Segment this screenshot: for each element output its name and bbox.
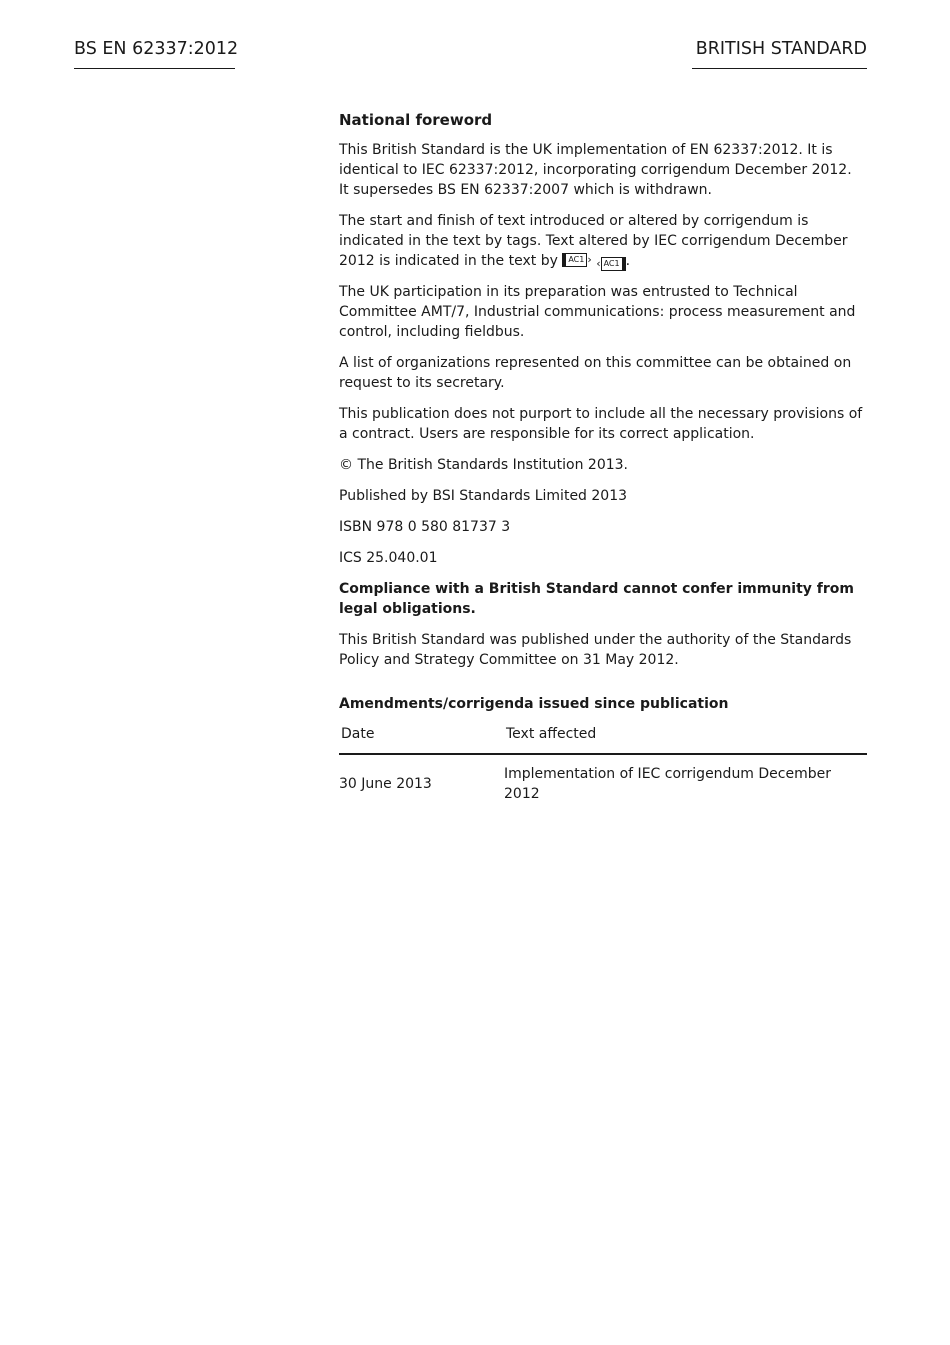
foreword-para-implementation [339, 140, 869, 200]
supersedes-text: It supersedes BS EN 62337:2007 which is withdrawn. [339, 182, 713, 198]
national-foreword [339, 110, 869, 804]
amendments-col-date: Date [339, 722, 504, 754]
implementation-text: This British Standard is the UK implementation of EN 62337:2012. It is identical to IEC 62337:2012, incorporating corrigendum December 2012. [339, 142, 852, 178]
amendment-date: 30 June 2013 [339, 776, 432, 792]
copyright-line: © The British Standards Institution 2013. [339, 457, 629, 473]
compliance-statement: Compliance with a British Standard cannot confer immunity from legal obligations. [339, 581, 854, 617]
amendments-header-row [339, 722, 867, 754]
foreword-para-organizations: A list of organizations represented on this committee can be obtained on request to its secretary. [339, 355, 852, 391]
table-row [339, 754, 867, 804]
tags-text: The start and finish of text introduced or altered by corrigendum is indicated in the text by tags. Text altered by IEC corrigendum December 2012 is indicated in the text by [339, 213, 848, 269]
header-document-id: BS EN 62337:2012 [74, 36, 235, 69]
corrigendum-start-label: AC1 [565, 253, 587, 267]
ics-line: ICS 25.040.01 [339, 550, 438, 566]
amendments-table [339, 722, 867, 804]
foreword-para-tags: The start and finish of text introduced or altered by corrigendum is indicated in the text by tags. Text altered by IEC corrigendum December 2012 is indicated in the text by AC1 › ‹ AC1 . [339, 213, 848, 270]
corrigendum-end-tag: ‹ AC1 [596, 257, 625, 271]
authority-statement: This British Standard was published under the authority of the Standards Policy and Strategy Committee on 31 May 2012. [339, 632, 852, 668]
amendment-text: Implementation of IEC corrigendum December 2012 [504, 766, 831, 802]
amendments-col-text: Text affected [504, 722, 867, 754]
amendments-title: Amendments/corrigenda issued since publication [339, 696, 729, 712]
corrigendum-end-label: AC1 [601, 257, 623, 271]
isbn-line: ISBN 978 0 580 81737 3 [339, 519, 511, 535]
corrigendum-start-tag: AC1 › [562, 253, 591, 267]
publisher-line: Published by BSI Standards Limited 2013 [339, 488, 628, 504]
foreword-para-committee: The UK participation in its preparation was entrusted to Technical Committee AMT/7, Industrial communications: process measurement and control, including fieldbus. [339, 284, 856, 340]
header-standard-type: BRITISH STANDARD [692, 36, 867, 69]
foreword-para-contract: This publication does not purport to include all the necessary provisions of a contract. Users are responsible for its correct application. [339, 406, 863, 442]
foreword-title: National foreword [339, 111, 493, 129]
